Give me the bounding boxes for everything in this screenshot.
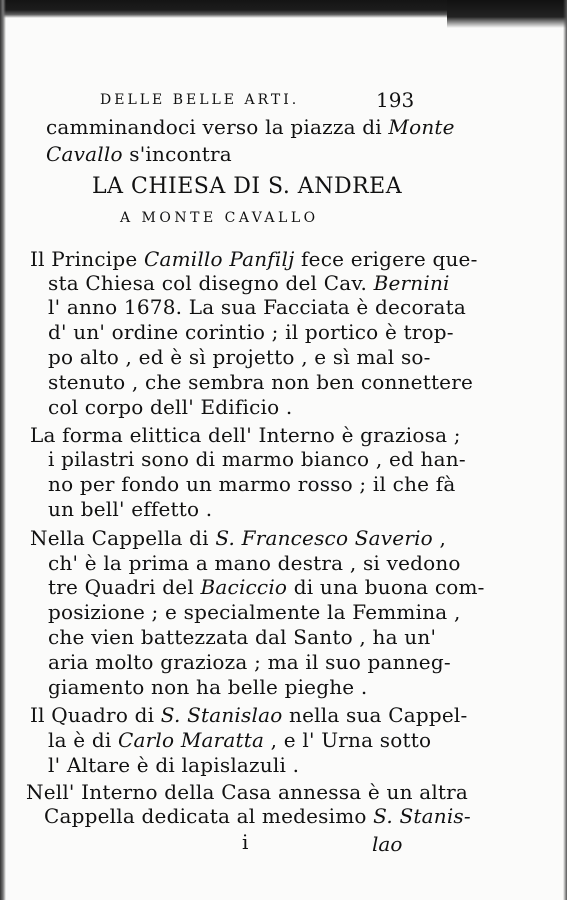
signature-mark: i — [242, 830, 249, 854]
text-span-italic: Camillo Panfilj — [143, 247, 295, 271]
text-span: , — [432, 526, 447, 550]
paragraph-line — [30, 525, 446, 551]
text-span: camminandoci verso la piazza di — [46, 115, 389, 139]
text-span: tre Quadri del — [48, 575, 201, 599]
paragraph-line: ch' è la prima a mano destra , si vedono — [48, 551, 461, 575]
paragraph-line: un bell' effetto . — [48, 497, 213, 521]
paragraph-line: no per fondo un marmo rosso ; il che fà — [48, 472, 456, 496]
text-span-italic: Baciccio — [200, 575, 288, 599]
page-number: 193 — [376, 88, 415, 112]
catchword: lao — [372, 832, 403, 856]
paragraph-line: d' un' ordine corintio ; il portico è trop- — [48, 320, 454, 344]
scan-left-edge — [0, 0, 6, 900]
paragraph-line: col corpo dell' Edificio . — [48, 395, 293, 419]
paragraph-line — [48, 574, 485, 600]
text-line — [46, 114, 455, 140]
paragraph-line: posizione ; e specialmente la Femmina , — [48, 600, 461, 624]
text-span: , e l' Urna sotto — [264, 728, 432, 752]
text-span: fece erigere que- — [294, 247, 478, 271]
text-span-italic: S. Stanis- — [373, 804, 471, 828]
chapter-subtitle: A MONTE CAVALLO — [120, 210, 319, 226]
paragraph-line: che vien battezzata dal Santo , ha un' — [48, 625, 437, 649]
text-span-italic: Carlo Maratta — [118, 728, 265, 752]
text-span: Il Principe — [30, 247, 144, 271]
text-span: la è di — [48, 728, 119, 752]
paragraph-line: l' Altare è di lapislazuli . — [48, 753, 300, 777]
paragraph-line: po alto , ed è sì projetto , e sì mal so- — [48, 345, 431, 369]
text-span: Cappella dedicata al medesimo — [44, 804, 374, 828]
chapter-title: LA CHIESA DI S. ANDREA — [92, 174, 403, 199]
text-span-italic: S. Stanislao — [160, 703, 283, 727]
paragraph-line — [44, 803, 471, 829]
paragraph-line — [30, 702, 467, 728]
paragraph-line: Nell' Interno della Casa annessa è un altra — [26, 780, 469, 804]
text-span: Nella Cappella di — [30, 526, 216, 550]
text-span-italic: Bernini — [373, 271, 450, 295]
paragraph-line: stenuto , che sembra non ben connettere — [48, 370, 474, 394]
paragraph-line — [48, 727, 431, 753]
text-span-italic: S. Francesco Saverio — [215, 526, 433, 550]
text-span: nella sua Cappel- — [282, 703, 468, 727]
text-span: s'incontra — [122, 142, 232, 166]
scan-top-border — [0, 0, 567, 18]
running-head: DELLE BELLE ARTI. — [100, 92, 300, 108]
paragraph-line: i pilastri sono di marmo bianco , ed han- — [48, 447, 466, 471]
text-span: Il Quadro di — [30, 703, 161, 727]
paragraph-line: l' anno 1678. La sua Facciata è decorata — [48, 295, 466, 319]
text-line — [46, 141, 232, 167]
paragraph-line: aria molto grazioza ; ma il suo panneg- — [48, 650, 451, 674]
paragraph-line: La forma elittica dell' Interno è graziosa ; — [30, 423, 461, 447]
scan-right-edge — [563, 0, 567, 900]
paragraph-line: giamento non ha belle pieghe . — [48, 675, 368, 699]
text-span-italic: Monte — [388, 115, 455, 139]
paragraph-line — [48, 270, 450, 296]
paragraph-line — [30, 246, 478, 272]
text-span-italic: Cavallo — [46, 142, 123, 166]
text-span: sta Chiesa col disegno del Cav. — [48, 271, 374, 295]
text-span: di una buona com- — [287, 575, 485, 599]
